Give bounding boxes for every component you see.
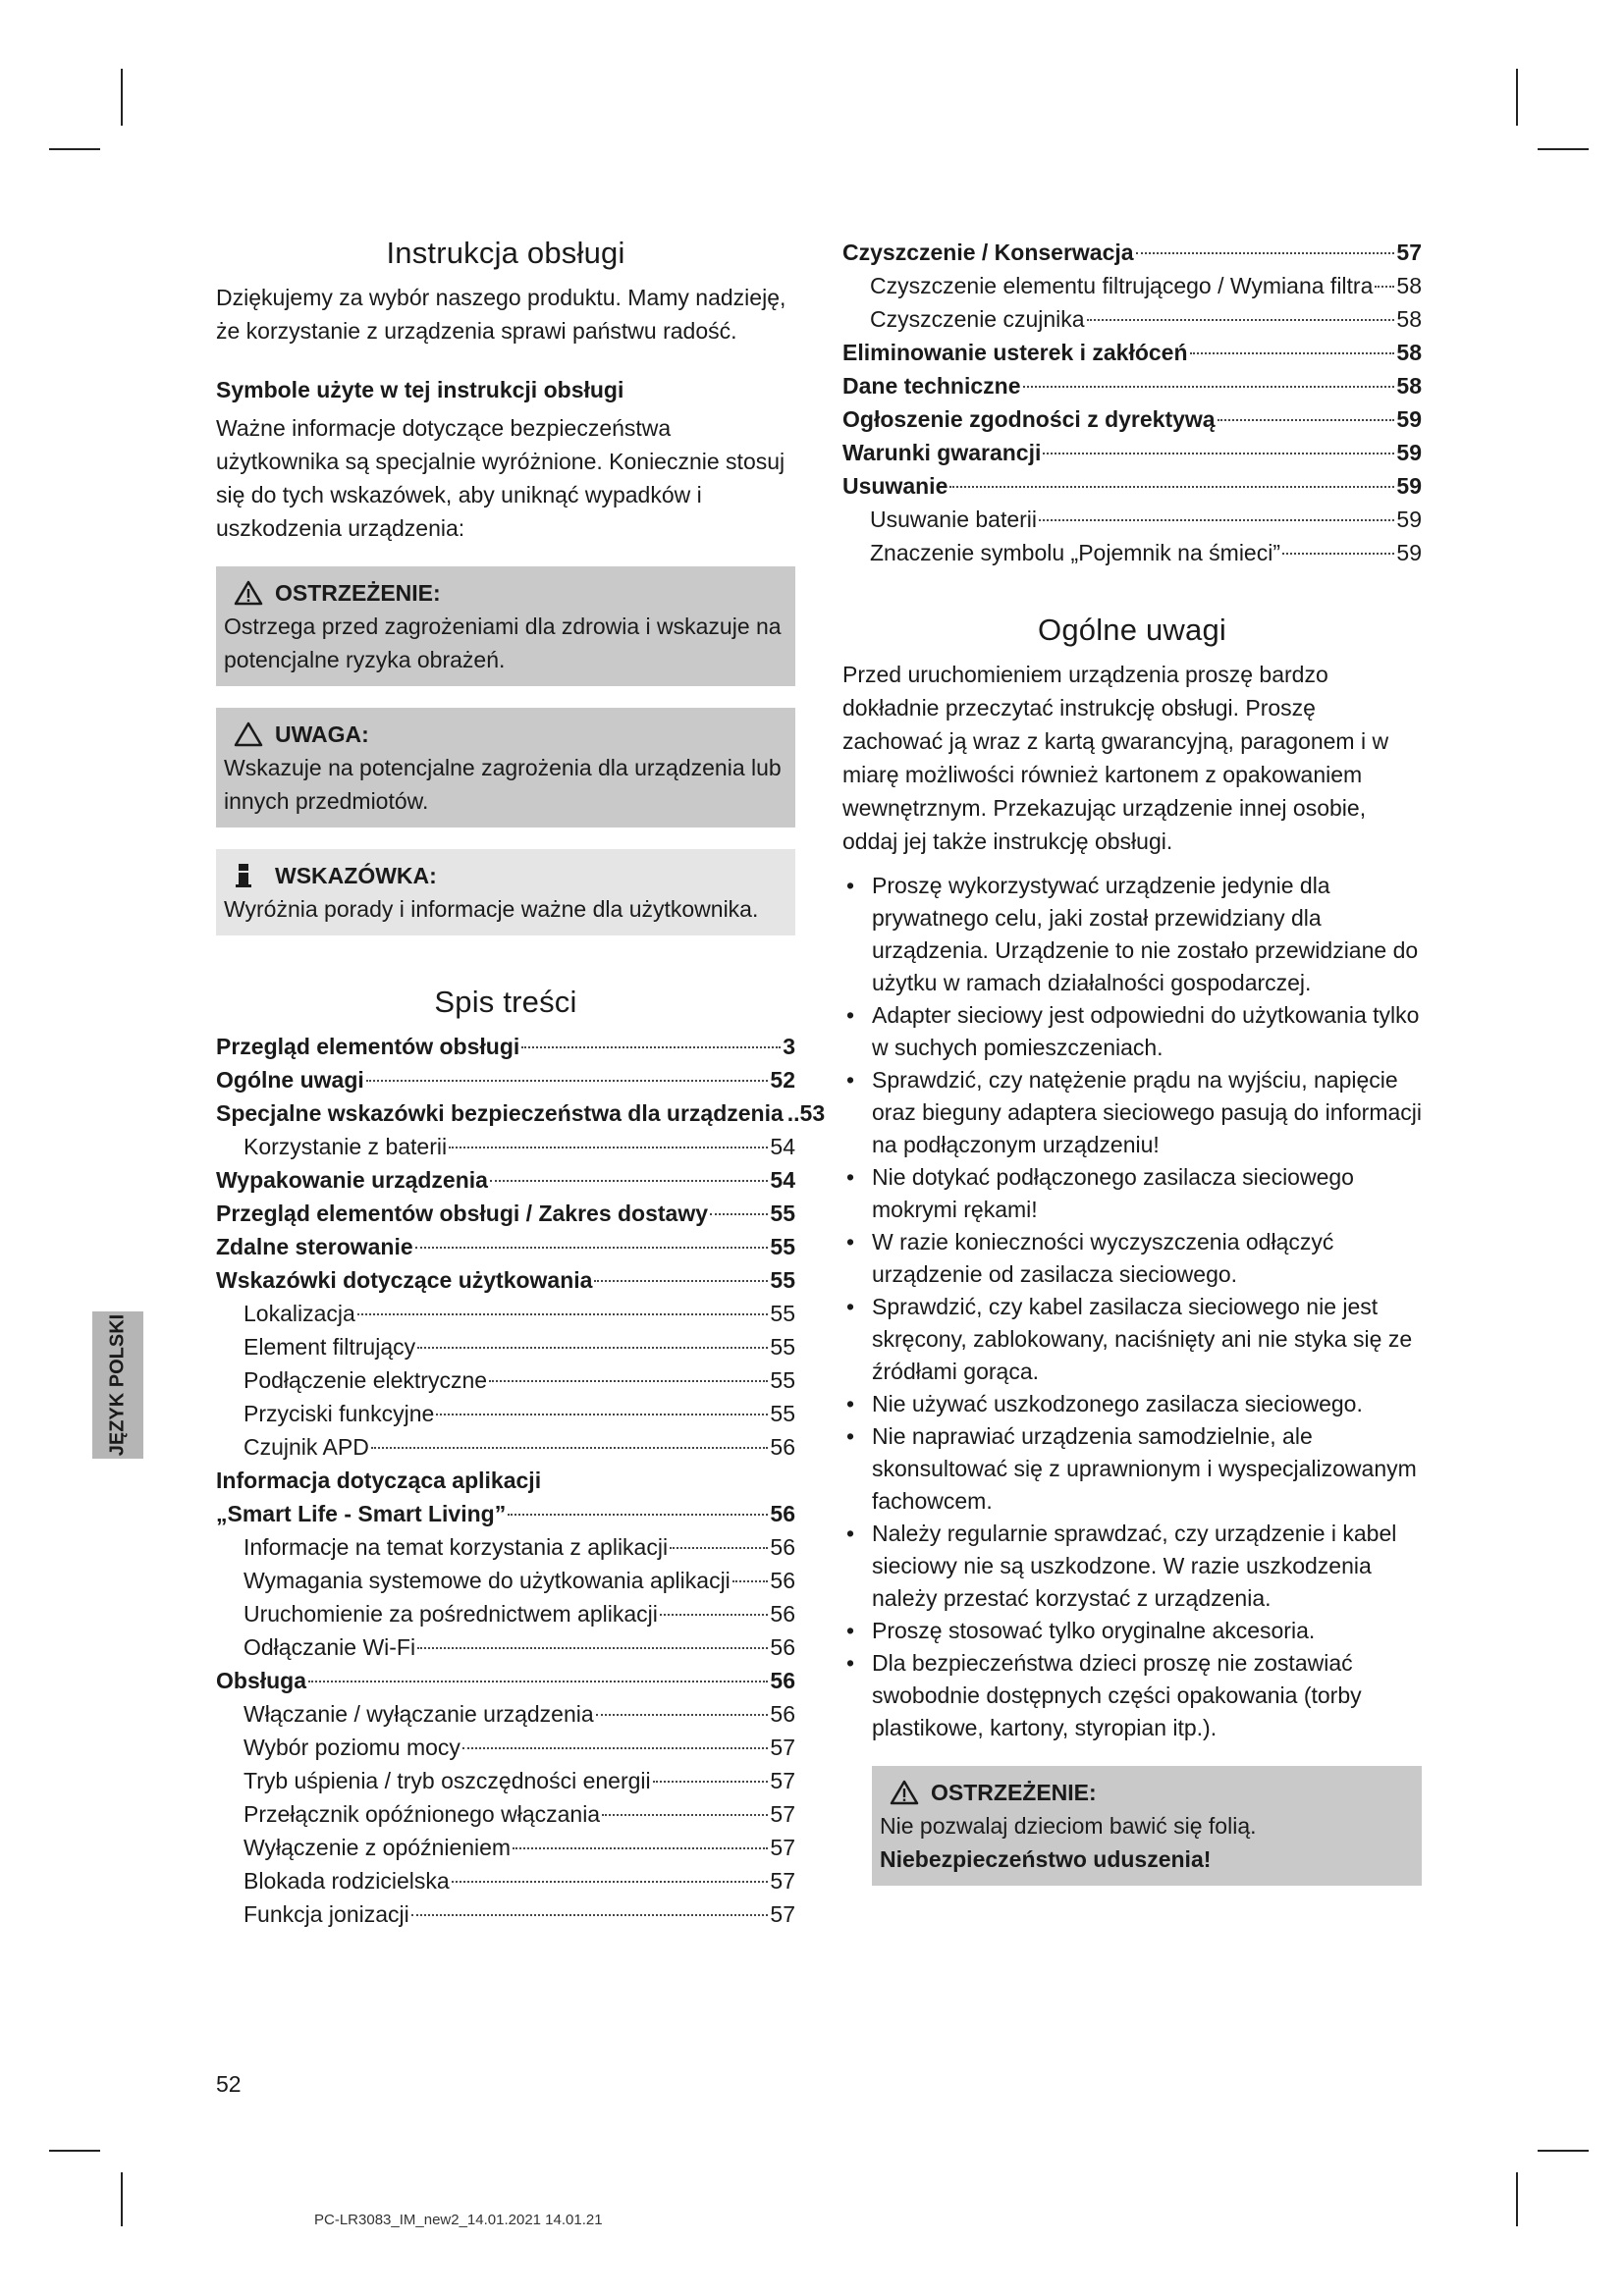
- toc-entry-title: Informacje na temat korzystania z aplikacji: [244, 1534, 669, 1560]
- manual-title: Instrukcja obsługi: [386, 236, 625, 270]
- toc-entry-page: 56: [770, 1501, 795, 1526]
- toc-entry-page: 56: [770, 1568, 795, 1593]
- toc-entry: [842, 269, 1422, 302]
- toc-entry: [216, 1230, 795, 1263]
- toc-entry: [216, 1397, 795, 1430]
- intro-text: Dziękujemy za wybór naszego produktu. Mamy nadzieję, że korzystanie z urządzenia sprawi państwu radość.: [216, 285, 786, 344]
- warning-text-children: [880, 1809, 1412, 1876]
- toc-entry-page: 55: [770, 1234, 795, 1259]
- toc-entry: [842, 336, 1422, 369]
- toc-entry: [842, 469, 1422, 503]
- toc-entry: [216, 1197, 795, 1230]
- bullet-item: • Nie dotykać podłączonego zasilacza sieciowego mokrymi rękami!: [842, 1161, 1422, 1226]
- crop-mark: [121, 69, 123, 126]
- toc-entry: [842, 369, 1422, 402]
- toc-entry-page: 55: [770, 1301, 795, 1326]
- toc-entry-title: Wskazówki dotyczące użytkowania: [216, 1267, 593, 1293]
- toc-right: [842, 236, 1422, 569]
- toc-entry-title: Wybór poziomu mocy: [244, 1735, 460, 1760]
- toc-entry: [842, 236, 1422, 269]
- toc-entry: [216, 1464, 795, 1497]
- toc-entry-page: 56: [770, 1668, 795, 1693]
- info-icon: [234, 862, 263, 889]
- toc-entry: [216, 1697, 795, 1731]
- toc-entry-page: 57: [770, 1901, 795, 1927]
- toc-entry: [216, 1864, 795, 1897]
- toc-entry: [216, 1063, 795, 1096]
- warning-head: [224, 576, 785, 610]
- crop-mark: [1516, 69, 1518, 126]
- toc-entry-title: Tryb uśpienia / tryb oszczędności energii: [244, 1768, 651, 1793]
- toc-entry-title: Włączanie / wyłączanie urządzenia: [244, 1701, 594, 1727]
- crop-mark: [1538, 2150, 1589, 2152]
- toc-leader-dots: [670, 1547, 768, 1549]
- toc-leader-dots: [602, 1814, 768, 1816]
- toc-leader-dots: [653, 1781, 769, 1783]
- toc-entry-title: Wyłączenie z opóźnieniem: [244, 1835, 512, 1860]
- toc-leader-dots: [660, 1614, 769, 1616]
- crop-mark: [49, 2150, 100, 2152]
- safety-bullets: [842, 870, 1422, 1744]
- toc-leader-dots: [1375, 286, 1394, 288]
- toc-entry: [216, 1664, 795, 1697]
- toc-entry-title: Podłączenie elektryczne: [244, 1367, 488, 1393]
- toc-entry-title: „Smart Life - Smart Living”: [216, 1501, 507, 1526]
- toc-entry-page: 59: [1396, 473, 1422, 499]
- toc-leader-dots: [462, 1747, 768, 1749]
- bullet-item: • Nie używać uszkodzonego zasilacza sieciowego.: [842, 1388, 1422, 1420]
- warning-title: OSTRZEŻENIE:: [931, 1780, 1097, 1805]
- toc-entry-page: 57: [770, 1801, 795, 1827]
- toc-entry-title: Eliminowanie usterek i zakłóceń: [842, 340, 1188, 365]
- toc-entry-page: 58: [1396, 306, 1422, 332]
- toc-leader-dots: [1218, 419, 1395, 421]
- toc-leader-dots: [411, 1914, 769, 1916]
- toc-entry: [216, 1130, 795, 1163]
- footer-filename: PC-LR3083_IM_new2_14.01.2021 14.01.21: [314, 2212, 603, 2228]
- toc-entry-page: 55: [770, 1401, 795, 1426]
- toc-entry-title: Czyszczenie czujnika: [870, 306, 1085, 332]
- toc-leader-dots: [490, 1180, 768, 1182]
- language-tab: [92, 1311, 143, 1459]
- toc-entry-title: Lokalizacja: [244, 1301, 355, 1326]
- toc-leader-dots: [1043, 453, 1394, 454]
- toc-leader-dots: [308, 1681, 768, 1682]
- toc-entry-title: Usuwanie baterii: [870, 507, 1038, 532]
- toc-entry: [216, 1096, 826, 1130]
- bullet-item: • Proszę wykorzystywać urządzenie jedynie dla prywatnego celu, jaki został przewidziany dla urządzenia. Urządzenie to nie zostało przewidziane do użytku w ramach działalności gospodarczej.: [842, 870, 1422, 999]
- toc-entry-page: 56: [770, 1701, 795, 1727]
- toc-entry-title: Obsługa: [216, 1668, 307, 1693]
- toc-entry-title: Warunki gwarancji: [842, 440, 1042, 465]
- toc-entry-title: Usuwanie: [842, 473, 948, 499]
- toc-entry: [216, 1030, 795, 1063]
- toc-entry-title: Korzystanie z baterii: [244, 1134, 448, 1159]
- toc-entry-page: 56: [770, 1534, 795, 1560]
- toc-entry-title: Znaczenie symbolu „Pojemnik na śmieci”: [870, 540, 1280, 565]
- toc-leader-dots: [594, 1280, 768, 1282]
- note-title: WSKAZÓWKA:: [275, 863, 437, 888]
- toc-entry-page: 58: [1396, 373, 1422, 399]
- toc-leader-dots: [1087, 319, 1395, 321]
- toc-entry: [216, 1363, 795, 1397]
- caution-box: [216, 708, 795, 828]
- toc-entry: [842, 436, 1422, 469]
- toc-entry: [842, 536, 1422, 569]
- bullet-item: • Sprawdzić, czy natężenie prądu na wyjściu, napięcie oraz bieguny adaptera sieciowego pasują do informacji na podłączonym urządzeniu!: [842, 1064, 1422, 1161]
- toc-entry: [216, 1263, 795, 1297]
- toc-leader-dots: [1039, 519, 1394, 521]
- toc-entry-title: Przegląd elementów obsługi / Zakres dostawy: [216, 1201, 709, 1226]
- toc-entry-title: Przyciski funkcyjne: [244, 1401, 435, 1426]
- symbols-heading: Symbole użyte w tej instrukcji obsługi: [216, 377, 624, 402]
- toc-leader-dots: [1190, 352, 1395, 354]
- toc-entry-page: 58: [1396, 273, 1422, 298]
- toc-entry-title: Czyszczenie elementu filtrującego / Wymiana filtra: [870, 273, 1374, 298]
- toc-leader-dots: [449, 1147, 768, 1148]
- toc-entry-page: 57: [770, 1835, 795, 1860]
- toc-entry: [842, 503, 1422, 536]
- caution-title: UWAGA:: [275, 721, 369, 747]
- toc-entry-page: 56: [770, 1434, 795, 1460]
- toc-leader-dots: [357, 1313, 769, 1315]
- toc-leader-dots: [1023, 386, 1395, 388]
- warning-strong: Niebezpieczeństwo uduszenia!: [880, 1846, 1212, 1872]
- toc-entry-page: 59: [1396, 406, 1422, 432]
- toc-entry: [216, 1297, 795, 1330]
- toc-entry-page: 55: [770, 1201, 795, 1226]
- toc-entry-page: 57: [770, 1768, 795, 1793]
- toc-entry-page: 57: [1396, 240, 1422, 265]
- toc-entry-title: Ogólne uwagi: [216, 1067, 364, 1093]
- toc-entry-title: Informacja dotycząca aplikacji: [216, 1468, 542, 1493]
- toc-entry: [216, 1330, 795, 1363]
- page-number: 52: [216, 2071, 242, 2097]
- caution-triangle-icon: [234, 721, 263, 748]
- toc-entry: [842, 302, 1422, 336]
- symbols-text: Ważne informacje dotyczące bezpieczeństwa użytkownika są specjalnie wyróżnione. Koniecznie stosuj się do tych wskazówek, aby uniknąć wypadków i uszkodzenia urządzenia:: [216, 415, 785, 541]
- toc-entry: [216, 1731, 795, 1764]
- toc-entry-page: 3: [783, 1034, 795, 1059]
- toc-leader-dots: [417, 1647, 768, 1649]
- toc-entry-page: 56: [770, 1634, 795, 1660]
- toc-entry: [216, 1597, 795, 1630]
- toc-entry-title: Odłączanie Wi-Fi: [244, 1634, 416, 1660]
- toc-leader-dots: [489, 1380, 768, 1382]
- bullet-item: • Adapter sieciowy jest odpowiedni do użytkowania tylko w suchych pomieszczeniach.: [842, 999, 1422, 1064]
- bullet-item: • Sprawdzić, czy kabel zasilacza sieciowego nie jest skręcony, zablokowany, naciśnięty ani nie styka się ze źródłami gorąca.: [842, 1291, 1422, 1388]
- right-column: [842, 236, 1422, 1886]
- toc-leader-dots: [513, 1847, 768, 1849]
- warning-text: Ostrzega przed zagrożeniami dla zdrowia i wskazuje na potencjalne ryzyka obrażeń.: [224, 614, 782, 672]
- toc-entry: [216, 1564, 795, 1597]
- toc-entry-page: 59: [1396, 540, 1422, 565]
- toc-entry-title: Przegląd elementów obsługi: [216, 1034, 520, 1059]
- toc-title: Spis treści: [434, 985, 577, 1019]
- toc-entry-page: 54: [770, 1167, 795, 1193]
- toc-leader-dots: [452, 1881, 769, 1883]
- toc-entry-title: Wypakowanie urządzenia: [216, 1167, 488, 1193]
- toc-entry-page: 55: [770, 1334, 795, 1360]
- toc-entry: [216, 1163, 795, 1197]
- warning-head-children: [880, 1776, 1412, 1809]
- toc-entry-page: 56: [770, 1601, 795, 1627]
- toc-entry-title: Specjalne wskazówki bezpieczeństwa dla urządzenia: [216, 1100, 784, 1126]
- toc-entry-page: 57: [770, 1868, 795, 1894]
- toc-entry-page: ..53: [786, 1100, 826, 1126]
- bullet-item: • Należy regularnie sprawdzać, czy urządzenie i kabel sieciowy nie są uszkodzone. W razie uszkodzenia należy przestać korzystać z urządzenia.: [842, 1518, 1422, 1615]
- toc-entry: [216, 1897, 795, 1931]
- caution-text: Wskazuje na potencjalne zagrożenia dla urządzenia lub innych przedmiotów.: [224, 755, 782, 814]
- general-title: Ogólne uwagi: [1038, 613, 1226, 647]
- toc-entry-title: Blokada rodzicielska: [244, 1868, 450, 1894]
- toc-entry-page: 52: [770, 1067, 795, 1093]
- toc-entry: [842, 402, 1422, 436]
- toc-leader-dots: [732, 1580, 769, 1582]
- crop-mark: [1538, 148, 1589, 150]
- toc-entry-title: Dane techniczne: [842, 373, 1021, 399]
- toc-entry-title: Wymagania systemowe do użytkowania aplikacji: [244, 1568, 731, 1593]
- toc-entry-title: Zdalne sterowanie: [216, 1234, 413, 1259]
- note-text: Wyróżnia porady i informacje ważne dla użytkownika.: [224, 896, 759, 922]
- toc-leader-dots: [521, 1046, 781, 1048]
- toc-entry-title: Element filtrujący: [244, 1334, 416, 1360]
- toc-entry-title: Ogłoszenie zgodności z dyrektywą: [842, 406, 1216, 432]
- toc-leader-dots: [710, 1213, 768, 1215]
- warning-text: Nie pozwalaj dzieciom bawić się folią.: [880, 1813, 1257, 1839]
- toc-entry-page: 55: [770, 1267, 795, 1293]
- toc-entry: [216, 1831, 795, 1864]
- toc-entry-page: 58: [1396, 340, 1422, 365]
- note-box: [216, 849, 795, 935]
- toc-entry: [216, 1430, 795, 1464]
- left-column: [216, 236, 826, 1931]
- warning-triangle-icon: [890, 1779, 919, 1806]
- toc-entry-page: 59: [1396, 507, 1422, 532]
- crop-mark: [121, 2172, 123, 2226]
- toc-entry: [216, 1497, 795, 1530]
- toc-entry: [216, 1764, 795, 1797]
- toc-left: [216, 1030, 826, 1931]
- toc-leader-dots: [508, 1514, 768, 1516]
- bullet-item: • Proszę stosować tylko oryginalne akcesoria.: [842, 1615, 1422, 1647]
- toc-leader-dots: [371, 1447, 769, 1449]
- toc-entry-page: 55: [770, 1367, 795, 1393]
- toc-entry-title: Przełącznik opóźnionego włączania: [244, 1801, 601, 1827]
- toc-entry-title: Czyszczenie / Konserwacja: [842, 240, 1134, 265]
- bullet-item: • Dla bezpieczeństwa dzieci proszę nie zostawiać swobodnie dostępnych części opakowania (torby plastikowe, kartony, styropian itp.).: [842, 1647, 1422, 1744]
- warning-triangle-icon: [234, 579, 263, 607]
- toc-entry: [216, 1797, 795, 1831]
- toc-entry: [216, 1530, 795, 1564]
- toc-leader-dots: [1136, 252, 1395, 254]
- toc-entry-title: Czujnik APD: [244, 1434, 369, 1460]
- warning-box: [216, 566, 795, 686]
- toc-entry-title: Uruchomienie za pośrednictwem aplikacji: [244, 1601, 658, 1627]
- warning-title: OSTRZEŻENIE:: [275, 580, 441, 606]
- toc-entry-page: 57: [770, 1735, 795, 1760]
- bullet-item: • Nie naprawiać urządzenia samodzielnie, ale skonsultować się z uprawnionym i wyspecjalizowanym fachowcem.: [842, 1420, 1422, 1518]
- language-tab-label: JĘZYK POLSKI: [106, 1313, 129, 1457]
- toc-leader-dots: [366, 1080, 769, 1082]
- crop-mark: [1516, 2172, 1518, 2226]
- toc-leader-dots: [417, 1347, 768, 1349]
- toc-entry-page: 59: [1396, 440, 1422, 465]
- toc-leader-dots: [1282, 553, 1394, 555]
- toc-entry-page: 54: [770, 1134, 795, 1159]
- bullet-item: • W razie konieczności wyczyszczenia odłączyć urządzenie od zasilacza sieciowego.: [842, 1226, 1422, 1291]
- warning-box-children: [872, 1766, 1422, 1886]
- general-intro: Przed uruchomieniem urządzenia proszę bardzo dokładnie przeczytać instrukcję obsługi. Proszę zachować ją wraz z kartą gwarancyjną, paragonem i w miarę możliwości również kartonem z opakowaniem wewnętrznym. Przekazując urządzenie innej osobie, oddaj jej także instrukcję obsługi.: [842, 662, 1389, 854]
- toc-leader-dots: [436, 1414, 768, 1415]
- toc-entry-title: Funkcja jonizacji: [244, 1901, 409, 1927]
- note-head: [224, 859, 785, 892]
- toc-entry: [216, 1630, 795, 1664]
- crop-mark: [49, 148, 100, 150]
- toc-leader-dots: [949, 486, 1394, 488]
- toc-leader-dots: [415, 1247, 769, 1249]
- caution-head: [224, 718, 785, 751]
- toc-leader-dots: [596, 1714, 769, 1716]
